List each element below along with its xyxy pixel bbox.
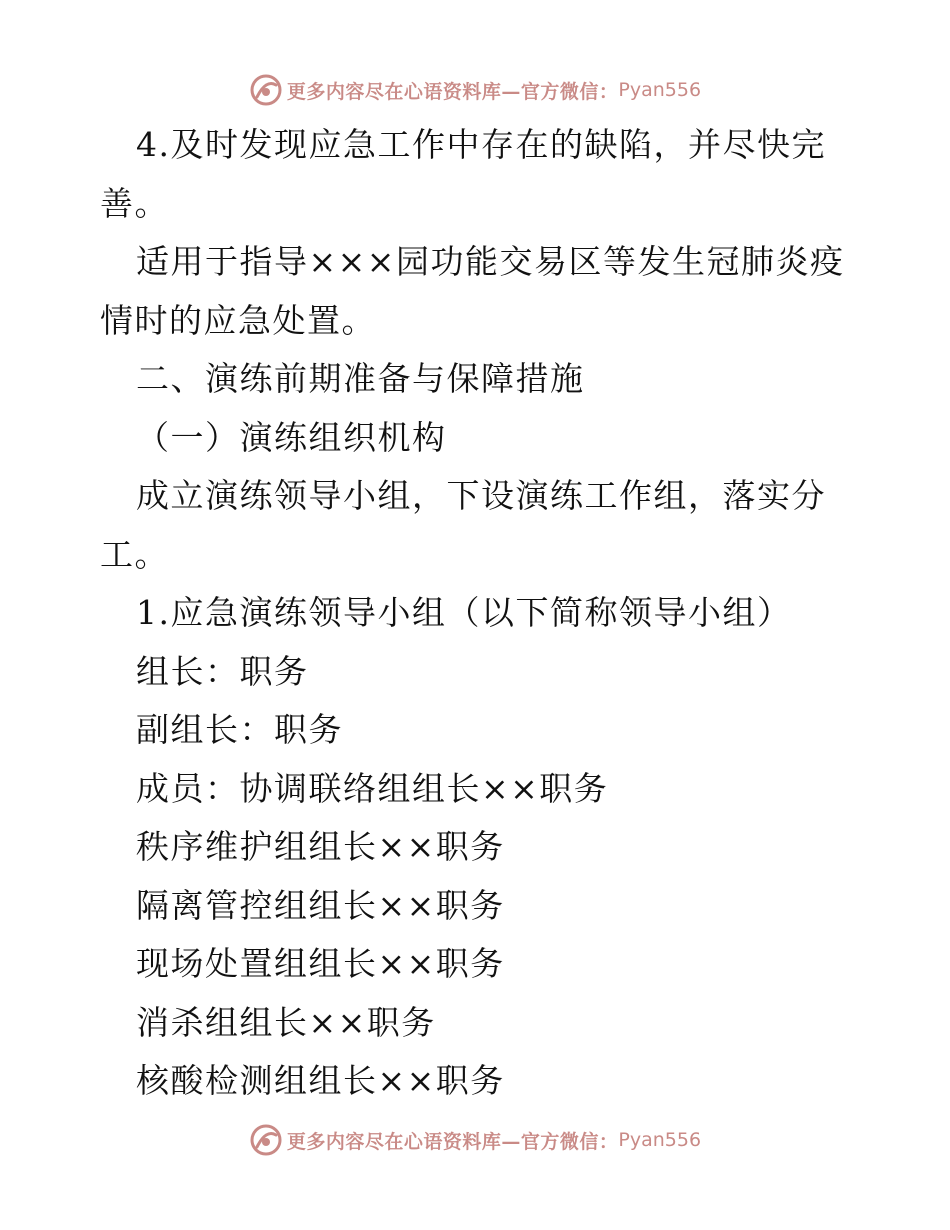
banner-text: 更多内容尽在心语资料库—官方微信： (286, 1130, 619, 1153)
banner-wechat-id: Pyan556 (618, 79, 702, 101)
list-heading: 1.应急演练领导小组（以下简称领导小组） (136, 593, 792, 632)
list-item: 组长：职务 (136, 651, 309, 691)
watermark-banner-bottom (0, 1120, 950, 1160)
banner-wechat-id: Pyan556 (618, 1129, 702, 1151)
banner-text: 更多内容尽在心语资料库—官方微信： (286, 80, 619, 103)
text-line: 4.及时发现应急工作中存在的缺陷，并尽快完 (136, 125, 826, 164)
text-line: 适用于指导×××园功能交易区等发生冠肺炎疫 (136, 242, 845, 281)
text-line: 善。 (100, 183, 169, 223)
list-item: 消杀组组长××职务 (136, 1002, 436, 1042)
list-item: 核酸检测组组长××职务 (136, 1061, 505, 1100)
document-body (100, 116, 860, 1111)
watermark-banner-top (0, 70, 950, 110)
text-line: 情时的应急处置。 (100, 300, 376, 340)
list-item: 隔离管控组组长××职务 (136, 885, 505, 925)
list-item: 现场处置组组长××职务 (136, 944, 505, 983)
subsection-heading: （一）演练组织机构 (136, 417, 447, 457)
text-line: 工。 (100, 534, 169, 574)
logo-icon (249, 1123, 283, 1157)
list-item: 秩序维护组组长××职务 (136, 827, 505, 866)
logo-icon (249, 73, 283, 107)
list-item: 成员：协调联络组组长××职务 (136, 768, 609, 808)
text-line: 成立演练领导小组，下设演练工作组，落实分 (136, 476, 826, 515)
list-item: 副组长：职务 (136, 710, 343, 749)
section-heading: 二、演练前期准备与保障措施 (136, 359, 585, 398)
